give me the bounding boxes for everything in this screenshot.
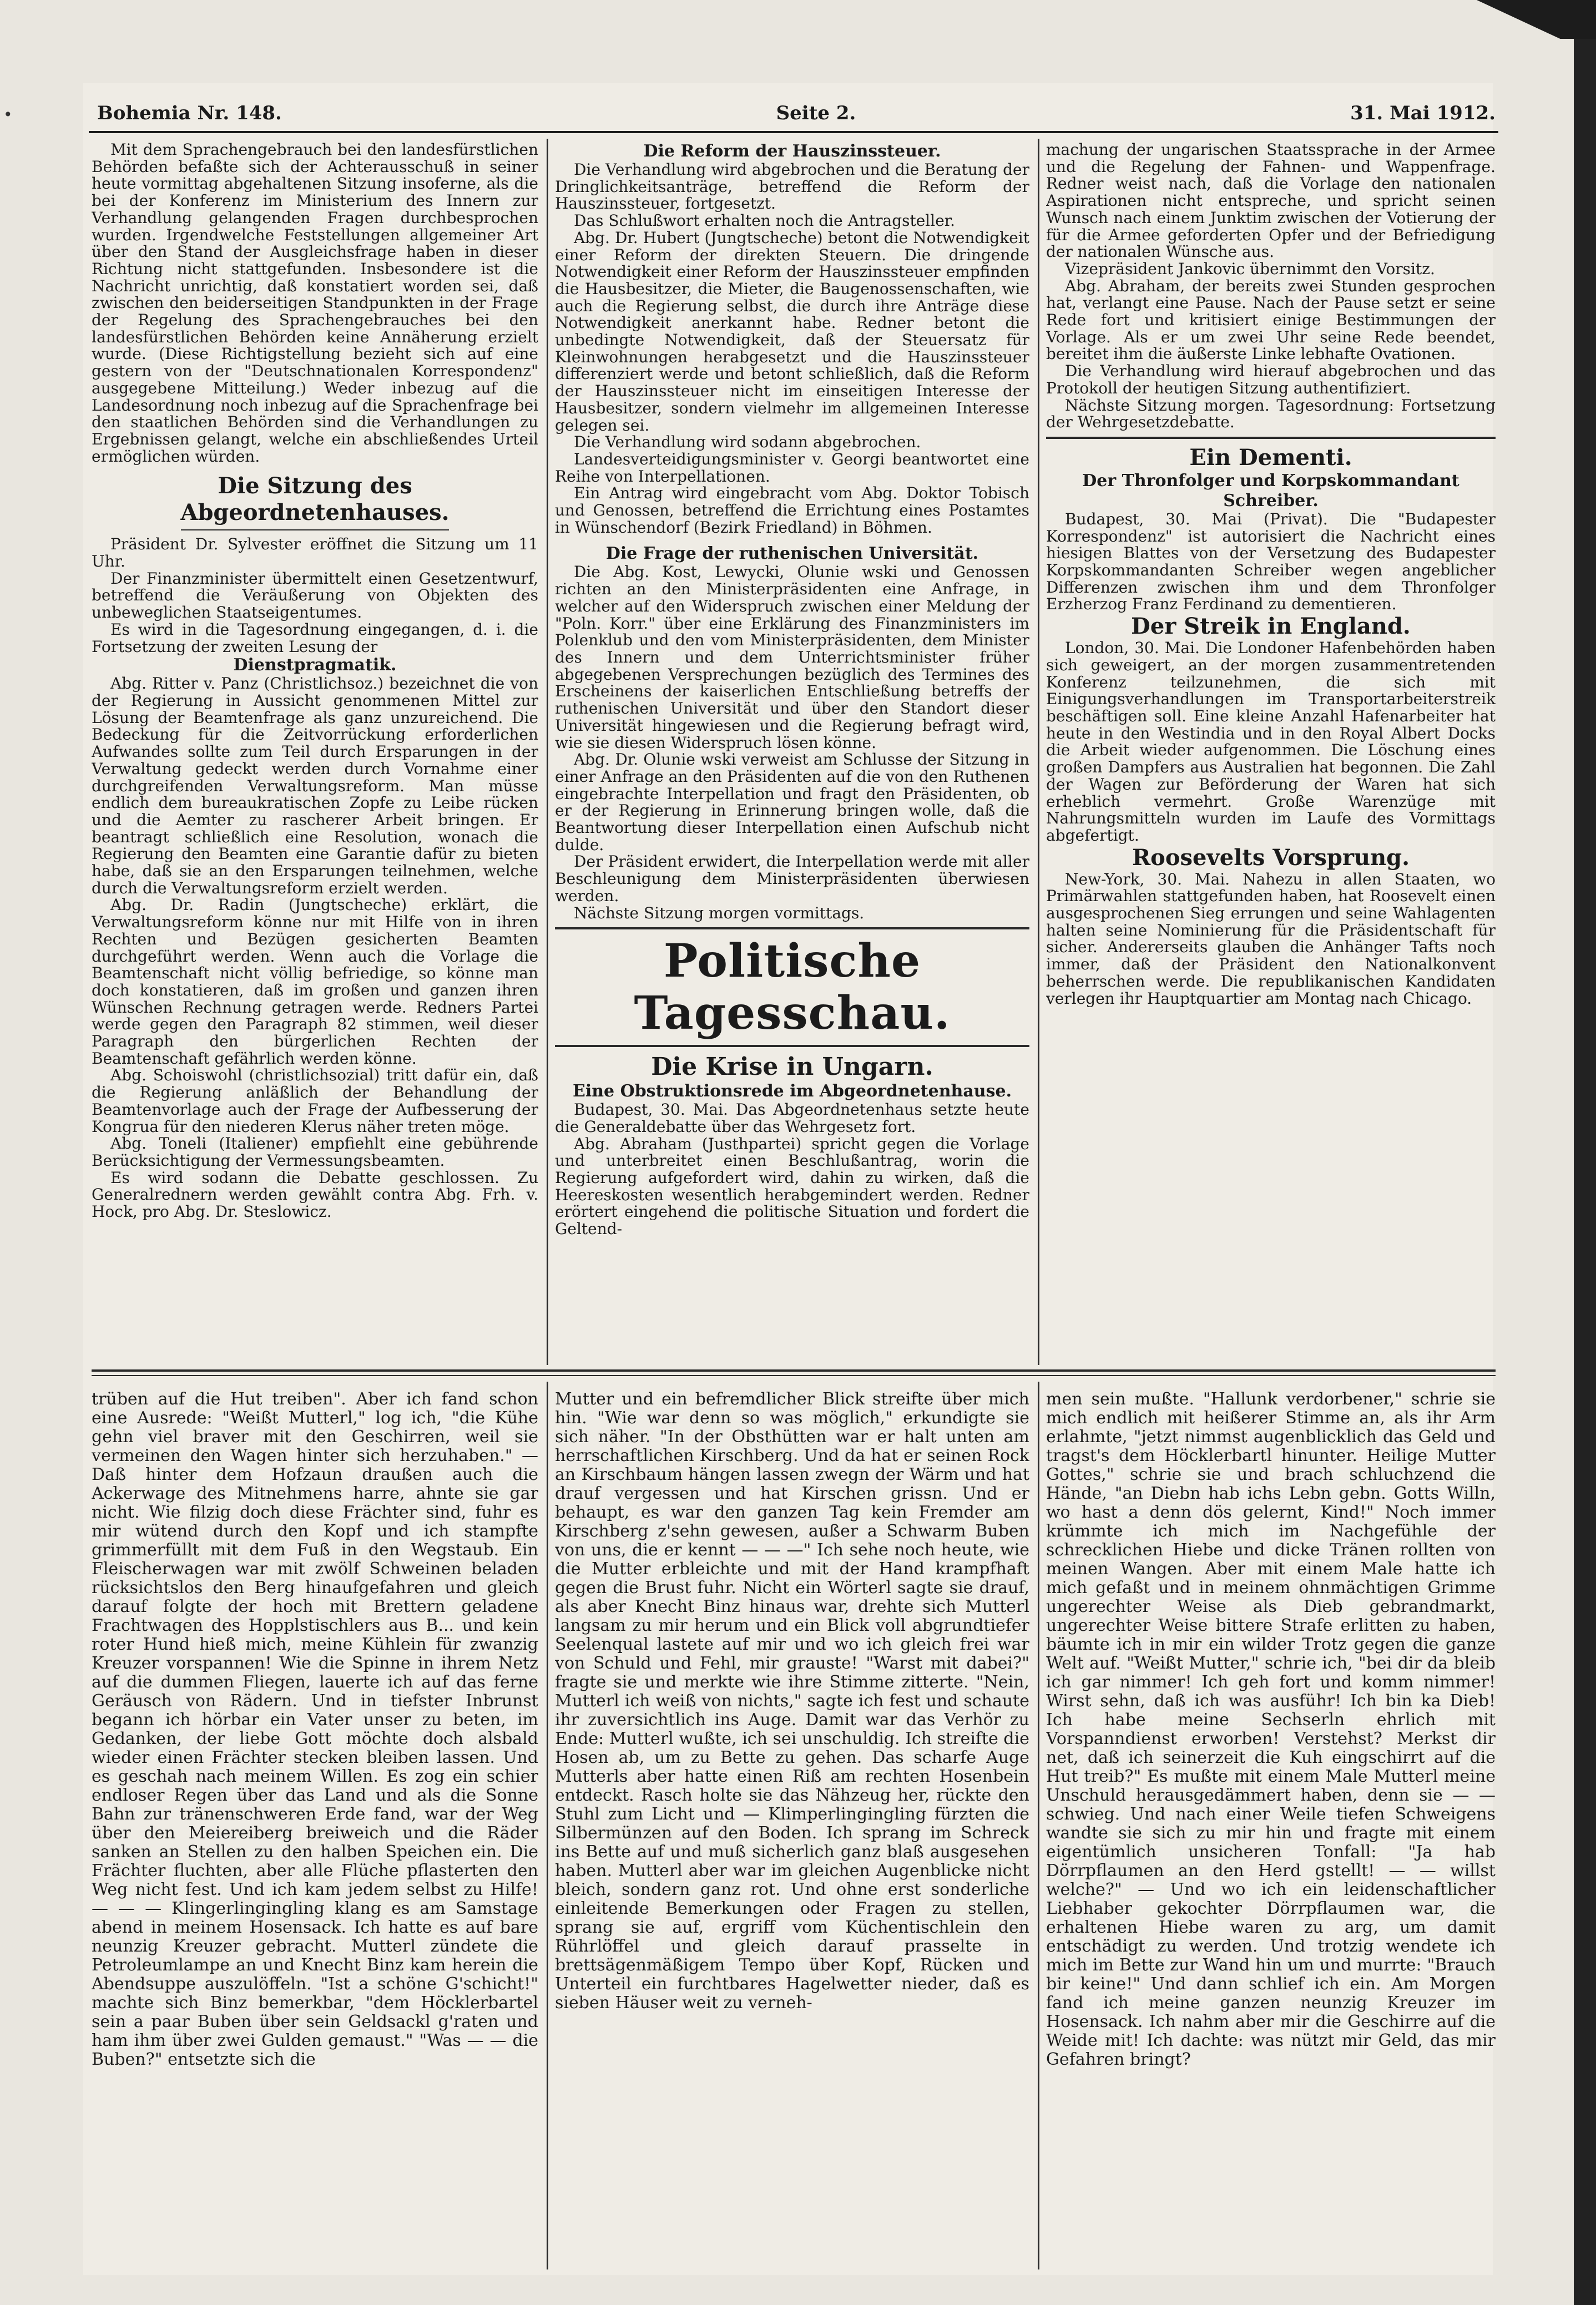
paragraph-jankovic: Vizepräsident Jankovic übernimmt den Vorsitz. [1065,259,1435,278]
paragraph-finanzminister: Der Finanzminister übermittelt einen Gesetzentwurf, betreffend die Veräußerung von Objekten des unbeweglichen Staatseigentumes. [92,569,538,622]
paragraph-ruthenen-anfrage: Die Abg. Kost, Lewycki, Olunie wski und Genossen richten an den Ministerpräsidenten eine Anfrage, in welcher auf den Widerspruch zwischen einer Meldung der "Poln. Korr." über eine Erklärung des Finanzministers im Polenklub und den vom Ministerpräsidenten, dem Minister des Innern und dem Unterrichtsminister früher abgegebenen Versprechungen bezüglich des Termines des Erscheinens der kaiserlichen Entschließung betreffs der ruthenischen Universität und über den Standort dieser Universität hingewiesen und die Regierung befragt wird, wie sie diesen Widerspruch lösen könne. [555,563,1029,752]
paragraph-debatte: Es wird sodann die Debatte geschlossen. Zu Generalrednern werden gewählt contra Abg. Frh. v. Hock, pro Abg. Dr. Steslowicz. [92,1168,538,1221]
edge-mark: • [3,105,13,124]
header-page-number: Seite 2. [776,102,856,124]
paragraph-naechste-sitzung: Nächste Sitzung morgen vormittags. [574,903,865,922]
paragraph-antrag: Ein Antrag wird eingebracht vom Abg. Doktor Tobisch und Genossen, betreffend die Errichtung eines Postamtes in Wünschendorf (Bezirk Friedland) in Böhmen. [555,484,1029,537]
headline-krise-ungarn: Die Krise in Ungarn. [651,1053,933,1081]
paragraph-hubert: Abg. Dr. Hubert (Jungtscheche) betont die Notwendigkeit einer Reform der direkten Steuern. Die dringende Notwendigkeit einer Reform der Hauszinssteuer empfinden die Hausbesitzer, die Mieter, die Baugenossenschaften, wie auch die Regierung selbst, die durch ihre Anträge diese Notwendigkeit anerkannt habe. Redner betont die unbedingte Notwendigkeit, daß der Steuersatz für Kleinwohnungen herabgesetzt und die Hauszinssteuer differenziert werde und betont schließlich, daß die Reform der Hauszinssteuer nicht im einseitigen Interesse der Hausbesitzer, sondern vielmehr im allgemeinen Interesse gelegen sei. [555,228,1029,434]
article-column-1 [92,141,538,1362]
headline-politische-tagesschau: Politische Tagesschau. [634,934,951,1040]
paragraph-sylvester: Präsident Dr. Sylvester eröffnet die Sitzung um 11 Uhr. [92,535,538,571]
column-rule-2 [1038,139,1039,1365]
article-sprachengebrauch: Mit dem Sprachengebrauch bei den landesfürstlichen Behörden befaßte sich der Achterausschuß in seiner heute vormittag abgehaltenen Sitzung insoferne, als die bei der Konferenz im Ministerium des Innern zur Verhandlung gelangenden Fragen durchbesprochen wurden. Irgendwelche Feststellungen allgemeiner Art über den Stand der Ausgleichsfrage haben in dieser Richtung nicht stattgefunden. Insbesondere ist die Nachricht unrichtig, daß konstatiert worden sei, daß zwischen den beiderseitigen Standpunkten in der Frage der Regelung des Sprachengebrauches bei den landesfürstlichen Behörden keine Annäherung erzielt wurde. (Diese Richtigstellung bezieht sich auf eine gestern von der "Deutschnationalen Korrespondenz" ausgegebene Mitteilung.) Weder inbezug auf die Landesordnung noch inbezug auf die Sprachenfrage bei den staatlichen Behörden sind die Verhandlungen zu Ergebnissen gelangt, welche ein abschließendes Urteil ermöglichen würden. [92,141,538,466]
feuilleton-text-3: men sein mußte. "Hallunk verdorbener," schrie sie mich endlich mit heißerer Stimme an, als ihr Arm erlahmte, "jetzt nimmst augenblicklich das Geld und tragst's dem Höcklerbartl hinunter. Heilige Mutter Gottes," schrie sie und brach schluchzend die Hände, "an Diebn hab ichs Lebn gebn. Gotts Willn, wo hast a denn dös gelernt, Kind!" Noch immer krümmte ich mich im Nachgefühle der schrecklichen Hiebe und dicke Tränen rollten von meinen Wangen. Aber mit einem Male hatte ich mich gefaßt und in meinem ohnmächtigen Grimme ungerechter Weise als Dieb gebrandmarkt, ungerechter Weise bittere Strafe erlitten zu haben, bäumte ich in mir ein wilder Trotz gegen die ganze Welt auf. "Weißt Mutter," schrie ich, "bei dir da bleib ich gar nimmer! Ich geh fort und komm nimmer! Wirst sehn, daß ich was ausführ! Ich bin ka Dieb! Ich habe meine Sechserln ehrlich mit Vorspanndienst erworben! Verstehst? Merkst dir net, daß ich seinerzeit die Kuh eingschirrt auf die Hut treib?" Es mußte mit einem Male Mutterl meine Unschuld herausgedämmert haben, denn sie — — schwieg. Und nach einer Weile tiefen Schweigens wandte sie sich zu mir hin und fragte mit einem eigentümlich unsicheren Tonfall: "Ja hab Dörrpflaumen an den Herd gstellt! — — willst welche?" — Und wo ich ein leidenschaftlicher Liebhaber gekochter Dörrpflaumen war, die erhaltenen Hiebe waren zu arg, um damit entschädigt zu werden. Und trotzig wendete ich mich im Bette zur Wand hin um und murrte: "Brauch bir keine!" Und dann schlief ich ein. Am Morgen fand ich meine ganzen neunzig Kreuzer im Hosensack. Ich nahm aber mir die Geschirre auf die Weide mit! Ich dachte: was nützt mir Geld, das mir Gefahren bringt? [1046,1390,1496,2069]
paragraph-oluniewski: Abg. Dr. Olunie wski verweist am Schlusse der Sitzung in einer Anfrage an den Präsidenten auf die von den Ruthenen eingebrachte Interpellation und fragt den Präsidenten, ob er der Regierung in Erinnerung bringen wolle, daß die Beantwortung dieser Interpellation einen Aufschub nicht dulde. [555,750,1029,854]
paragraph-geltendmachung: machung der ungarischen Staatssprache in der Armee und die Regelung der Fahnen- und Wappenfrage. Redner weist nach, daß die Vorlage den nationalen Aspirationen nicht entspreche, und spricht seinen Wunsch nach einem Junktim zwischen der Votierung der für die Armee geforderten Opfer und der Befriedigung der nationalen Wünsche aus. [1046,141,1496,261]
feuilleton-rule-2 [1038,1382,1039,2269]
feuilleton-text-2: Mutter und ein befremdlicher Blick streifte über mich hin. "Wie war denn so was möglich," erkundigte sie sich näher. "In der Obsthütten war er halt unten am herrschaftlichen Kirschberg. Und da hat er seinen Rock an Kirschbaum hängen lassen zwegn der Wärm und hat drauf vergessen und hat Kirschen grissn. Und er behaupt, es war den ganzen Tag kein Fremder am Kirschberg z'sehn gewesen, außer a Schwarm Buben von uns, die er kennt — — —" Ich sehe noch heute, wie die Mutter erbleichte und mit der Hand krampfhaft gegen die Brust fuhr. Nicht ein Wörterl sagte sie drauf, als aber Knecht Binz hinaus war, drehte sich Mutterl langsam zu mir herum und ein Blick voll abgrundtiefer Seelenqual lastete auf mir und wo ich gleich frei war von Schuld und Fehl, mir grauste! "Warst mit dabei?" fragte sie und merkte wie ihre Stimme zitterte. "Nein, Mutterl ich weiß von nichts," sagte ich fest und schaute ihr zuversichtlich ins Auge. Damit war das Verhör zu Ende: Mutterl wußte, ich sei unschuldig. Ich streifte die Hosen ab, um zu Bette zu gehen. Das scharfe Auge Mutterls aber hatte einen Riß am rechten Hosenbein entdeckt. Rasch holte sie das Nähzeug her, rückte den Stuhl zum Licht und — Klimperlingingling fürzten die Silbermünzen auf den Boden. Ich sprang im Schreck ins Bette auf und muß sicherlich ganz blaß ausgesehen haben. Mutterl aber war im gleichen Augenblicke nicht bleich, sondern ganz rot. Und ohne erst sonderliche einleitende Bemerkungen oder Fragen zu stellen, sprang sie auf, ergriff vom Küchentischlein den Rührlöffel und gleich darauf prasselte in brettsägenmäßigem Tempo über Kopf, Rücken und Unterteil ein furchtbares Hagelwetter nieder, daß es sieben Häuser weit zu verneh- [555,1390,1029,2013]
paragraph-radin: Abg. Dr. Radin (Jungtscheche) erklärt, die Verwaltungsreform könne nur mit Hilfe von in ihren Rechten und Bezügen gesicherten Beamten durchgeführt werden. Wenn auch die Vorlage die Beamtenschaft nicht völlig befriedige, so könne man doch konstatieren, daß im großen und ganzen ihren Wünschen Rechnung getragen werde. Redners Partei werde gegen den Paragraph 82 stimmen, weil dieser Paragraph den bürgerlichen Rechten der Beamtenschaft gefährlich werden könne. [92,896,538,1068]
headline-roosevelt: Roosevelts Vorsprung. [1132,844,1410,871]
page-edge-shadow [1574,0,1596,2305]
paragraph-panz: Abg. Ritter v. Panz (Christlichsoz.) bezeichnet die von der Regierung in Aussicht genommenen Mittel zur Lösung der Beamtenfrage als ganz unzureichend. Die Bedeckung für die Zeitvorrückung erforderlichen Aufwandes sollte zum Teil durch Ersparungen in der Verwaltung gedeckt werden durch Vornahme einer durchgreifenden Verwaltungsreform. Man müsse endlich dem bureaukratischen Zopfe zu Leibe rücken und die Aemter zu rascherer Arbeit bringen. Er beantragt schließlich eine Resolution, wonach die Regierung den Beamten eine Garantie dafür zu bieten habe, daß sie an den Ersparungen teilnehmen, welche durch die Verwaltungsreform erzielt werden. [92,674,538,897]
page-header [97,98,1496,129]
paragraph-praesident: Der Präsident erwidert, die Interpellation werde mit aller Beschleunigung dem Ministerpräsidenten überwiesen werden. [555,852,1029,905]
section-rule-lower [555,1045,1029,1047]
feuilleton-column-1 [92,1390,538,2267]
paragraph-protokoll: Die Verhandlung wird hierauf abgebrochen und das Protokoll der heutigen Sitzung authentifiziert. [1046,362,1496,397]
headline-rule [181,529,449,530]
paragraph-abraham-pause: Abg. Abraham, der bereits zwei Stunden gesprochen hat, verlangt eine Pause. Nach der Pause setzt er seine Rede fort und kritisiert einige Bestimmungen der Vorlage. Als er um zwei Uhr seine Rede beendet, bereitet ihm die äußerste Linke lebhafte Ovationen. [1046,276,1496,363]
headline-dementi: Ein Dementi. [1189,444,1352,471]
feuilleton-column-3 [1046,1390,1496,2267]
paragraph-naechste-sitzung-wehr: Nächste Sitzung morgen. Tagesordnung: Fortsetzung der Wehrgesetzdebatte. [1046,396,1496,432]
header-date: 31. Mai 1912. [1350,102,1496,124]
paragraph-tagesordnung: Es wird in die Tagesordnung eingegangen, d. i. die Fortsetzung der zweiten Lesung der [92,620,538,656]
article-column-3 [1046,141,1496,1362]
header-rule [89,131,1498,133]
page-corner-fold [1477,0,1596,39]
subhead-obstruktionsrede: Eine Obstruktionsrede im Abgeordnetenhause. [572,1081,1012,1101]
paragraph-abraham: Abg. Abraham (Justhpartei) spricht gegen die Vorlage und unterbreitet einen Beschlußantrag, worin die Regierung aufgefordert wird, dahin zu wirken, daß die Heereskosten wesentlich herabgemindert werden. Redner erörtert eingehend die politische Situation und fordert die Geltend- [555,1134,1029,1239]
paragraph-budapest: Budapest, 30. Mai. Das Abgeordnetenhaus setzte heute die Generaldebatte über das Wehrgesetz fort. [555,1100,1029,1136]
paragraph-hauszinssteuer-2: Das Schlußwort erhalten noch die Antragsteller. [574,211,955,230]
paragraph-schoiswohl: Abg. Schoiswohl (christlichsozial) tritt dafür ein, daß die Regierung anläßlich der Behandlung der Beamtenvorlage auch der Frage der Aufbesserung der Kongrua für den niederen Klerus näher treten möge. [92,1066,538,1136]
paragraph-toneli: Abg. Toneli (Italiener) empfiehlt eine gebührende Berücksichtigung der Vermessungsbeamten. [92,1134,538,1170]
paragraph-budapest-privat: Budapest, 30. Mai (Privat). Die "Budapester Korrespondenz" ist autorisiert die Nachricht eines hiesigen Blattes von der Versetzung des Budapester Korpskommandanten Schreiber wegen angeblicher Differenzen zwischen ihm und dem Thronfolger Erzherzog Franz Ferdinand zu dementieren. [1046,509,1496,614]
headline-streik-england: Der Streik in England. [1131,613,1411,640]
feuilleton-divider-thin [92,1375,1496,1376]
article-column-2 [555,141,1029,1362]
headline-abgeordnetenhaus: Die Sitzung des Abgeordnetenhauses. [180,473,449,526]
paragraph-hauszinssteuer-1: Die Verhandlung wird abgebrochen und die Beratung der Dringlichkeitsanträge, betreffend die Reform der Hauszinssteuer, fortgesetzt. [555,160,1029,213]
feuilleton-text-1: trüben auf die Hut treiben". Aber ich fand schon eine Ausrede: "Weißt Mutterl," log ich, "die Kühe gehn viel braver mit den Geschirren, weil sie vermeinen den Wagen hinter sich herzuhaben." — Daß hinter dem Hofzaun draußen auch die Ackerwage des Mitnehmens harre, ahnte sie gar nicht. Wie filzig doch diese Frächter sind, fuhr es mir wütend durch den Kopf und ich stampfte grimmerfüllt mit dem Fuß in den Wegstaub. Ein Fleischerwagen war mit zwölf Schweinen beladen rücksichtslos den Berg hinaufgefahren und gleich darauf folgte der hoch mit Brettern geladene Frachtwagen des Hopplstischlers aus B... und kein roter Hund hieß mich, meine Kühlein für zwanzig Kreuzer vorspannen! Wie die Spinne in ihrem Netz auf die dummen Fliegen, lauerte ich auf das ferne Geräusch von Rädern. Und in tiefster Inbrunst begann ich hörbar ein Vater unser zu beten, im Gedanken, der liebe Gott möchte doch alsbald wieder einen Frächter stecken bleiben lassen. Und es geschah nach meinem Willen. Es zog ein schier endloser Regen über das Land und als die Sonne Bahn zur tränenschweren Erde fand, war der Weg über den Meiereiberg breiweich und die Räder sanken an Stellen zu den halben Speichen ein. Die Frächter fluchten, aber alle Flüche pflasterten den Weg nicht fest. Und ich kam jedem selbst zu Hilfe! — — — Klingerlingingling klang es am Samstage abend in meinem Hosensack. Ich hatte es auf bare neunzig Kreuzer gebracht. Mutterl zündete die Petroleumlampe an und Knecht Binz kam herein die Abendsuppe auszulöffeln. "Ist a schöne G'schicht!" machte sich Binz bemerkbar, "dem Höcklerbartel sein a paar Buben über sein Geldsackl g'raten und ham ihm über zwei Gulden gemaust." "Was — — die Buben?" entsetzte sich die [92,1390,538,2069]
section-rule [555,927,1029,929]
paragraph-london: London, 30. Mai. Die Londoner Hafenbehörden haben sich geweigert, an der morgen zusammentretenden Konferenz teilzunehmen, die sich mit Einigungsverhandlungen im Transportarbeiterstreik beschäftigen soll. Eine kleine Anzahl Hafenarbeiter hat heute in den Westindia und in den Royal Albert Docks die Arbeit wieder aufgenommen. Die Löschung eines großen Dampfers aus Australien hat begonnen. Die Zahl der Wagen zur Beförderung der Waren hat sich erheblich vermehrt. Große Warenzüge mit Nahrungsmitteln wurden im Laufe des Vormittags abgefertigt. [1046,639,1496,845]
header-publication: Bohemia Nr. 148. [97,102,282,124]
subhead-hauszinssteuer: Die Reform der Hauszinssteuer. [643,141,941,161]
paragraph-georgi: Landesverteidigungsminister v. Georgi beantwortet eine Reihe von Interpellationen. [555,449,1029,486]
section-rule-dementi [1046,437,1496,439]
feuilleton-column-2 [555,1390,1029,2267]
subhead-dienstpragmatik: Dienstpragmatik. [233,655,397,675]
paragraph-new-york: New-York, 30. Mai. Nahezu in allen Staaten, wo Primärwahlen stattgefunden haben, hat Roosevelt einen ausgesprochenen Sieg errungen und seine Wahlagenten halten seine Nominierung für die Präsidentschaft für sicher. Andererseits glauben die Anhänger Tafts noch immer, daß der Präsident den Nationalkonvent beherrschen werde. Die republikanischen Kandidaten verlegen ihr Hauptquartier am Montag nach Chicago. [1046,870,1496,1008]
column-rule-1 [547,139,548,1365]
subhead-thronfolger: Der Thronfolger und Korpskommandant Schreiber. [1082,471,1459,510]
subhead-ruthenische-universitaet: Die Frage der ruthenischen Universität. [605,544,979,564]
feuilleton-rule-1 [547,1382,548,2269]
feuilleton-divider [92,1369,1496,1372]
paragraph-abgebrochen: Die Verhandlung wird sodann abgebrochen. [574,433,921,452]
